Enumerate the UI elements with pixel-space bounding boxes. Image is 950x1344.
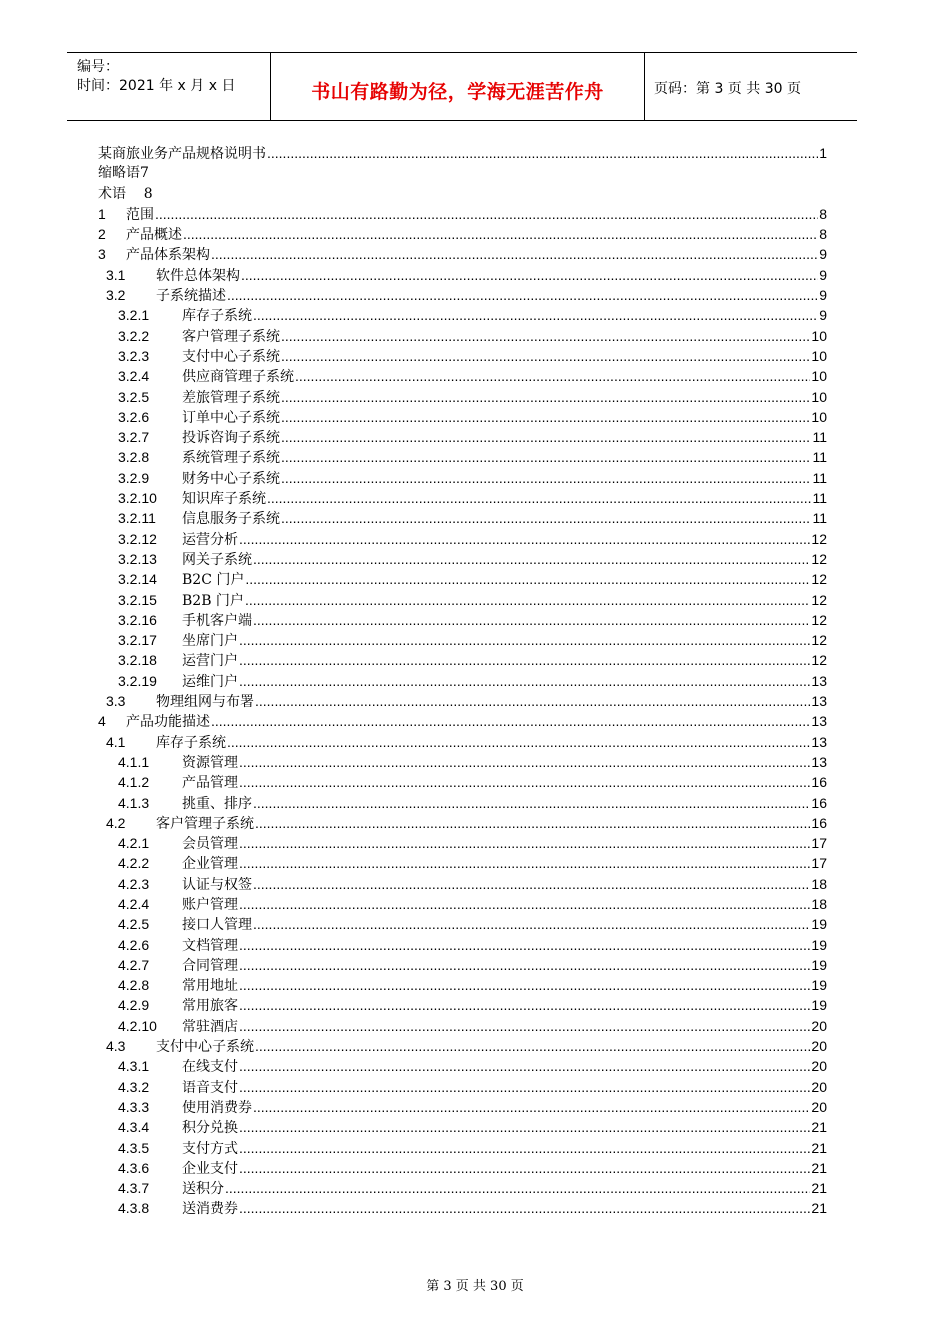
toc-leader-dots <box>239 1077 810 1098</box>
toc-entry-title: 财务中心子系统 <box>182 470 280 487</box>
toc-entry-title: 支付中心子系统 <box>156 1039 254 1056</box>
toc-entry-number: 4.3.5 <box>118 1139 150 1156</box>
toc-entry[interactable] <box>98 1056 827 1076</box>
header-right-cell <box>644 53 857 120</box>
toc-entry[interactable] <box>98 468 827 488</box>
toc-entry-title: 送消费券 <box>182 1201 238 1218</box>
header-left-cell <box>67 53 270 120</box>
toc-entry-page: 16 <box>811 814 827 831</box>
toc-entry-page: 8 <box>819 226 827 243</box>
toc-entry-number: 3.2.12 <box>118 530 157 547</box>
toc-entry-title: 企业支付 <box>182 1160 238 1177</box>
toc-entry-page: 13 <box>811 672 827 689</box>
toc-entry[interactable] <box>98 244 827 264</box>
toc-entry-page: 18 <box>811 875 827 892</box>
toc-leader-dots <box>281 447 811 468</box>
toc-entry-page: 12 <box>811 530 827 547</box>
toc-entry[interactable] <box>98 732 827 752</box>
toc-entry-page: 10 <box>811 388 827 405</box>
toc-leader-dots <box>225 1178 810 1199</box>
toc-entry[interactable] <box>98 813 827 833</box>
toc-entry-page: 21 <box>811 1180 827 1197</box>
toc-leader-dots <box>239 671 810 692</box>
toc-entry[interactable] <box>98 1138 827 1158</box>
toc-leader-dots <box>239 833 810 854</box>
toc-entry-number: 2 <box>98 226 106 243</box>
toc-leader-dots <box>239 853 810 874</box>
toc-entry-number: 1 <box>98 205 106 222</box>
toc-entry[interactable] <box>98 1016 827 1036</box>
toc-entry[interactable] <box>98 671 827 691</box>
toc-leader-dots <box>239 1198 810 1219</box>
toc-entry-page: 9 <box>819 307 827 324</box>
toc-entry-number: 3.2.2 <box>118 327 150 344</box>
toc-entry-number: 4.2.4 <box>118 895 150 912</box>
toc-entry-page: 11 <box>812 510 827 527</box>
toc-entry[interactable] <box>98 610 827 630</box>
toc-leader-dots <box>239 975 810 996</box>
toc-entry-number: 4.2.3 <box>118 875 150 892</box>
toc-entry-title: 支付中心子系统 <box>182 348 280 365</box>
toc-entry[interactable] <box>98 995 827 1015</box>
toc-leader-dots <box>245 590 810 611</box>
toc-leader-dots <box>253 610 810 631</box>
toc-entry-page: 12 <box>811 550 827 567</box>
toc-entry-title: 系统管理子系统 <box>182 450 280 467</box>
table-of-contents <box>98 143 827 1219</box>
toc-leader-dots <box>227 732 810 753</box>
toc-entry[interactable] <box>98 366 827 386</box>
toc-entry-title: 会员管理 <box>182 836 238 853</box>
toc-entry[interactable] <box>98 447 827 467</box>
toc-entry-page: 12 <box>811 632 827 649</box>
toc-entry-number: 3 <box>98 246 106 263</box>
toc-leader-dots <box>281 326 810 347</box>
toc-entry-title: 常用地址 <box>182 978 238 995</box>
toc-entry-number: 4.3.1 <box>118 1058 150 1075</box>
toc-entry-page: 13 <box>811 733 827 750</box>
toc-entry-page: 20 <box>811 1098 827 1115</box>
toc-entry[interactable] <box>98 793 827 813</box>
toc-entry-title: 差旅管理子系统 <box>182 389 280 406</box>
toc-entry-page: 11 <box>812 429 827 446</box>
toc-entry-number: 3.2.8 <box>118 449 150 466</box>
toc-entry-title: 客户管理子系统 <box>156 815 254 832</box>
toc-entry-page: 10 <box>811 368 827 385</box>
toc-leader-dots <box>239 995 810 1016</box>
toc-entry[interactable] <box>98 894 827 914</box>
toc-entry-page: 21 <box>811 1159 827 1176</box>
toc-entry[interactable] <box>98 204 827 224</box>
toc-leader-dots <box>281 508 811 529</box>
toc-entry-title: 软件总体架构 <box>156 267 240 284</box>
toc-entry-number: 4.3.8 <box>118 1200 150 1217</box>
toc-abbreviations[interactable]: 缩略语7 <box>98 165 149 182</box>
toc-entry-title: 运营分析 <box>182 531 238 548</box>
toc-entry-number: 3.2.14 <box>118 571 157 588</box>
toc-entry-title: 合同管理 <box>182 957 238 974</box>
toc-leader-dots <box>255 691 810 712</box>
toc-entry-number: 4.1.1 <box>118 753 150 770</box>
toc-entry-page: 16 <box>811 794 827 811</box>
toc-entry[interactable] <box>98 1036 827 1056</box>
toc-leader-dots <box>281 427 811 448</box>
toc-entry[interactable] <box>98 1158 827 1178</box>
toc-entry-number: 3.1 <box>106 266 126 283</box>
toc-leader-dots <box>253 914 810 935</box>
toc-entry[interactable] <box>98 488 827 508</box>
toc-entry-page: 21 <box>811 1139 827 1156</box>
toc-entry-title: 产品体系架构 <box>126 247 210 264</box>
toc-entry[interactable] <box>98 549 827 569</box>
toc-entry-page: 21 <box>811 1200 827 1217</box>
toc-entry-number: 4.2.2 <box>118 855 150 872</box>
toc-leader-dots <box>253 793 810 814</box>
toc-leader-dots <box>239 1158 810 1179</box>
toc-entry[interactable] <box>98 1117 827 1137</box>
toc-entry-number: 4.1.2 <box>118 774 150 791</box>
toc-entry[interactable] <box>98 407 827 427</box>
toc-entry-title: 信息服务子系统 <box>182 511 280 528</box>
header-center-cell <box>270 53 645 120</box>
toc-leader-dots <box>255 1036 810 1057</box>
toc-entry-title: 客户管理子系统 <box>182 328 280 345</box>
toc-entry-number: 3.2.10 <box>118 490 157 507</box>
toc-entry-title: 坐席门户 <box>182 633 238 650</box>
toc-entry-page: 17 <box>811 855 827 872</box>
toc-entry-page: 19 <box>811 977 827 994</box>
toc-entry-title: 库存子系统 <box>182 308 252 325</box>
toc-entry-number: 4.2.7 <box>118 956 150 973</box>
toc-entry-title: 运营门户 <box>182 653 238 670</box>
toc-entry-number: 4.2.1 <box>118 835 150 852</box>
toc-entry[interactable] <box>98 1077 827 1097</box>
toc-entry[interactable] <box>98 772 827 792</box>
toc-entry-number: 4.2.9 <box>118 997 150 1014</box>
toc-entry-number: 3.2.1 <box>118 307 150 324</box>
toc-leader-dots <box>155 204 818 225</box>
toc-leader-dots <box>267 488 811 509</box>
toc-entry-title: 常驻酒店 <box>182 1018 238 1035</box>
toc-entry[interactable] <box>98 305 827 325</box>
toc-entry-number: 4.1.3 <box>118 794 150 811</box>
toc-entry-page: 13 <box>811 693 827 710</box>
toc-leader-dots <box>253 305 818 326</box>
toc-entry[interactable] <box>98 711 827 731</box>
toc-entry[interactable] <box>98 285 827 305</box>
header-table <box>67 52 857 121</box>
toc-entry-page: 19 <box>811 936 827 953</box>
toc-entry-number: 4.2.8 <box>118 977 150 994</box>
toc-leader-dots <box>281 407 810 428</box>
toc-entry-title: 送积分 <box>182 1181 224 1198</box>
toc-entry-number: 4 <box>98 713 106 730</box>
toc-entry-page: 11 <box>812 469 827 486</box>
toc-entry-page: 17 <box>811 835 827 852</box>
toc-leader-dots <box>253 874 810 895</box>
toc-entry-page: 18 <box>811 895 827 912</box>
toc-leader-dots <box>239 529 810 550</box>
toc-entry-title: 产品功能描述 <box>126 714 210 731</box>
toc-leader-dots <box>255 813 810 834</box>
toc-entry-page: 20 <box>811 1038 827 1055</box>
toc-leader-dots <box>295 366 810 387</box>
toc-leader-dots <box>253 549 810 570</box>
toc-entry-number: 3.2.3 <box>118 347 150 364</box>
toc-entry-title: 库存子系统 <box>156 734 226 751</box>
toc-entry[interactable] <box>98 914 827 934</box>
toc-entry[interactable] <box>98 630 827 650</box>
toc-entry-page: 11 <box>812 449 827 466</box>
toc-entry[interactable] <box>98 387 827 407</box>
toc-entry[interactable] <box>98 833 827 853</box>
toc-entry-title: 在线支付 <box>182 1059 238 1076</box>
toc-entry-number: 3.2.18 <box>118 652 157 669</box>
toc-entry-number: 3.2 <box>106 287 126 304</box>
toc-entry[interactable] <box>98 975 827 995</box>
toc-entry[interactable] <box>98 650 827 670</box>
toc-entry[interactable] <box>98 752 827 772</box>
toc-entry-page: 10 <box>811 327 827 344</box>
toc-entry-page: 11 <box>812 490 827 507</box>
toc-entry-title: 企业管理 <box>182 856 238 873</box>
toc-entry-page: 12 <box>811 571 827 588</box>
toc-entry[interactable] <box>98 346 827 366</box>
toc-leader-dots <box>239 955 810 976</box>
toc-entry-page: 9 <box>819 266 827 283</box>
toc-leader-dots <box>239 894 810 915</box>
toc-entry-number: 4.1 <box>106 733 126 750</box>
toc-leader-dots <box>245 569 810 590</box>
toc-entry-page: 19 <box>811 916 827 933</box>
toc-entry[interactable] <box>98 874 827 894</box>
toc-leader-dots <box>239 1016 810 1037</box>
toc-entry-title: 产品概述 <box>126 227 182 244</box>
toc-entry-number: 4.2.6 <box>118 936 150 953</box>
toc-leader-dots <box>239 752 810 773</box>
toc-leader-dots <box>239 1138 810 1159</box>
toc-entry-title: B2C 门户 <box>182 572 245 589</box>
toc-entry-title: 产品管理 <box>182 775 238 792</box>
toc-entry-number: 4.3.4 <box>118 1119 150 1136</box>
toc-entry-number: 3.3 <box>106 693 126 710</box>
toc-entry-number: 4.2.10 <box>118 1017 157 1034</box>
toc-entry-title: 语音支付 <box>182 1079 238 1096</box>
toc-entry-title: 认证与权签 <box>182 876 252 893</box>
toc-entry-page: 20 <box>811 1017 827 1034</box>
toc-entry[interactable] <box>98 265 827 285</box>
toc-entry-title: 供应商管理子系统 <box>182 369 294 386</box>
toc-entry-number: 4.3 <box>106 1038 126 1055</box>
toc-leader-dots <box>281 468 811 489</box>
toc-leader-dots <box>211 711 810 732</box>
toc-entry-title: 手机客户端 <box>182 612 252 629</box>
toc-leader-dots <box>267 143 818 164</box>
toc-entry[interactable] <box>98 1097 827 1117</box>
toc-entry[interactable] <box>98 590 827 610</box>
toc-entry-title: 挑重、排序 <box>182 795 252 812</box>
toc-entry[interactable] <box>98 529 827 549</box>
toc-entry[interactable] <box>98 427 827 447</box>
toc-entry-title: 接口人管理 <box>182 917 252 934</box>
document-time-label: 时间：2021 年 x 月 x 日 <box>77 78 236 94</box>
toc-entry-title: 某商旅业务产品规格说明书 <box>98 146 266 162</box>
toc-leader-dots <box>239 1056 810 1077</box>
toc-entry-number: 3.2.11 <box>118 510 156 527</box>
toc-entry-number: 3.2.13 <box>118 550 157 567</box>
toc-entry-page: 13 <box>811 753 827 770</box>
toc-entry-page: 16 <box>811 774 827 791</box>
toc-entry-title: 文档管理 <box>182 937 238 954</box>
toc-entry-title: 常用旅客 <box>182 998 238 1015</box>
toc-entry[interactable] <box>98 955 827 975</box>
toc-entry-page: 12 <box>811 652 827 669</box>
toc-entry-number: 4.3.2 <box>118 1078 150 1095</box>
document-number-label: 编号： <box>77 59 119 75</box>
toc-entry-number: 4.3.6 <box>118 1159 150 1176</box>
toc-leader-dots <box>281 387 810 408</box>
toc-entry-number: 3.2.15 <box>118 591 157 608</box>
toc-entry-number: 3.2.6 <box>118 408 150 425</box>
toc-entry-number: 3.2.5 <box>118 388 150 405</box>
toc-leader-dots <box>239 772 810 793</box>
toc-entry-page: 10 <box>811 408 827 425</box>
toc-entry[interactable] <box>98 508 827 528</box>
toc-doc-title[interactable] <box>98 143 827 163</box>
toc-entry-number: 3.2.9 <box>118 469 150 486</box>
toc-leader-dots <box>211 244 818 265</box>
toc-leader-dots <box>253 1097 810 1118</box>
toc-entry-title: 知识库子系统 <box>182 491 266 508</box>
toc-entry-number: 3.2.16 <box>118 611 157 628</box>
toc-entry-title: 资源管理 <box>182 754 238 771</box>
toc-leader-dots <box>239 935 810 956</box>
toc-entry[interactable] <box>98 224 827 244</box>
toc-entry-number: 4.2.5 <box>118 916 150 933</box>
toc-entry-title: 范围 <box>126 206 154 223</box>
toc-leader-dots <box>239 630 810 651</box>
toc-entry-page: 13 <box>811 713 827 730</box>
toc-entry-number: 4.2 <box>106 814 126 831</box>
toc-entry-title: 订单中心子系统 <box>182 409 280 426</box>
toc-entry-title: 使用消费券 <box>182 1099 252 1116</box>
toc-terms[interactable]: 术语 8 <box>98 185 153 202</box>
toc-entry-title: 运维门户 <box>182 673 238 690</box>
toc-entry-title: 支付方式 <box>182 1140 238 1157</box>
toc-entry-title: 账户管理 <box>182 896 238 913</box>
toc-entry-page: 19 <box>811 956 827 973</box>
toc-entry-number: 3.2.7 <box>118 429 150 446</box>
toc-leader-dots <box>227 285 818 306</box>
toc-entry-page: 12 <box>811 591 827 608</box>
toc-entry-page: 12 <box>811 611 827 628</box>
toc-entry-number: 3.2.19 <box>118 672 157 689</box>
page-footer: 第 3 页 共 30 页 <box>426 1279 524 1294</box>
toc-entry-page: 10 <box>811 347 827 364</box>
toc-entry-page: 20 <box>811 1058 827 1075</box>
toc-entry-title: 积分兑换 <box>182 1120 238 1137</box>
toc-entry-page: 9 <box>819 246 827 263</box>
toc-entry[interactable] <box>98 1198 827 1218</box>
toc-entry[interactable] <box>98 569 827 589</box>
header-motto: 书山有路勤为径，学海无涯苦作舟 <box>311 81 604 103</box>
toc-entry-page: 19 <box>811 997 827 1014</box>
toc-entry-number: 3.2.17 <box>118 632 157 649</box>
toc-entry-number: 3.2.4 <box>118 368 150 385</box>
toc-entry[interactable] <box>98 326 827 346</box>
toc-leader-dots <box>241 265 818 286</box>
toc-entry[interactable] <box>98 853 827 873</box>
toc-entry[interactable] <box>98 691 827 711</box>
toc-leader-dots <box>183 224 818 245</box>
toc-entry-page: 1 <box>819 145 827 161</box>
toc-entry-title: 物理组网与布署 <box>156 694 254 711</box>
toc-leader-dots <box>239 650 810 671</box>
toc-entry-title: 子系统描述 <box>156 288 226 305</box>
toc-entry-title: B2B 门户 <box>182 592 244 609</box>
toc-entry-title: 投诉咨询子系统 <box>182 430 280 447</box>
toc-entry-title: 网关子系统 <box>182 551 252 568</box>
toc-entry-page: 21 <box>811 1119 827 1136</box>
toc-leader-dots <box>281 346 810 367</box>
toc-entry-number: 4.3.7 <box>118 1180 150 1197</box>
header-page-label: 页码：第 3 页 共 30 页 <box>654 81 801 97</box>
toc-entry[interactable] <box>98 935 827 955</box>
toc-entry-page: 20 <box>811 1078 827 1095</box>
toc-leader-dots <box>239 1117 810 1138</box>
toc-entry-page: 9 <box>819 287 827 304</box>
toc-entry-number: 4.3.3 <box>118 1098 150 1115</box>
toc-entry[interactable] <box>98 1178 827 1198</box>
toc-entry-page: 8 <box>819 205 827 222</box>
